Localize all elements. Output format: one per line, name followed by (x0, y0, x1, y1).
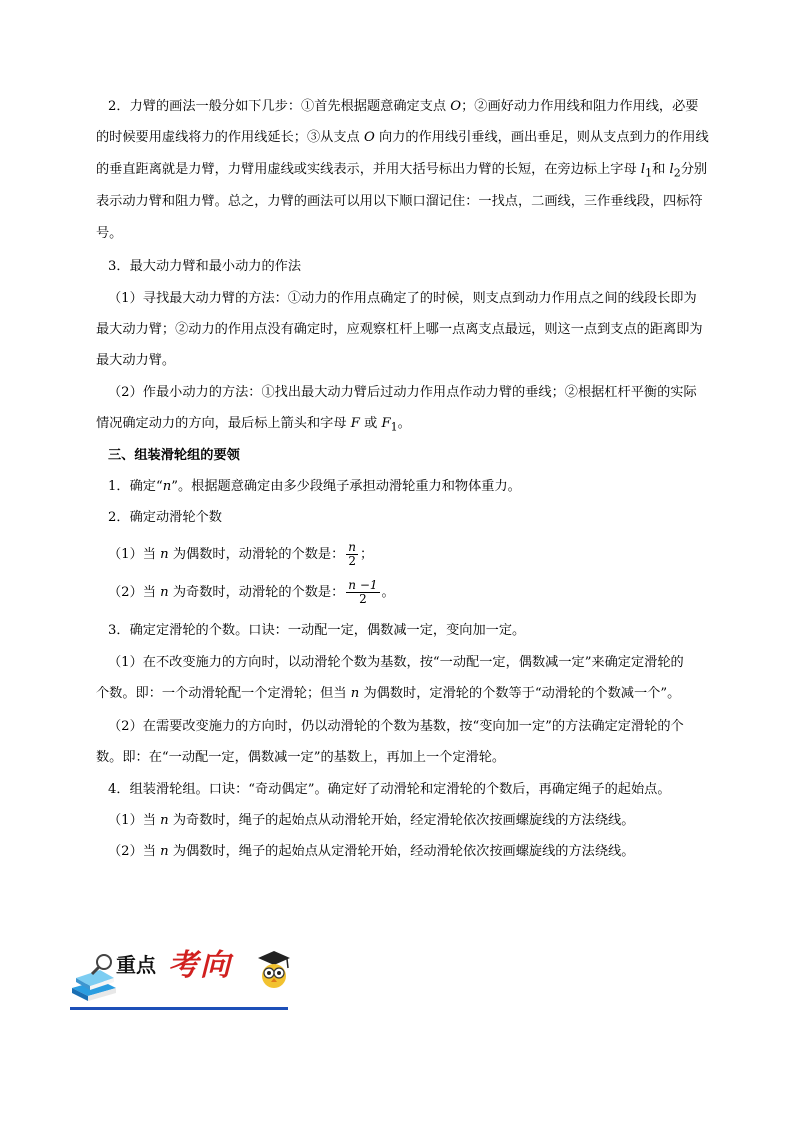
subscript: 2 (673, 166, 681, 180)
para-3-2-line-1: （2）作最小动力的方法：①找出最大动力臂后过动力作用点作动力臂的垂线；②根据杠杆平衡的实际 (108, 385, 697, 400)
text: 为偶数时，定滑轮的个数等于“动滑轮的个数减一个”。 (359, 686, 681, 701)
fraction-n-minus-1-over-2 (346, 579, 379, 606)
var-o: O (450, 99, 462, 114)
para-2-line-2 (96, 123, 711, 153)
text: （2）当 (108, 844, 161, 859)
heading-3: 3．最大动力臂和最小动力的作法 (108, 259, 302, 274)
var-n: n (162, 479, 172, 494)
text: （2）当 (108, 585, 161, 600)
numerator: n (348, 540, 357, 554)
para-pulley-3: 3．确定定滑轮的个数。口诀：一动配一定，偶数减一定，变向加一定。 (108, 623, 526, 638)
var-n: n (160, 547, 169, 562)
para-3-2-line-2 (96, 409, 711, 442)
var-f: F (350, 416, 360, 431)
para-pulley-4: 4．组装滑轮组。口诀：“奇动偶定”。确定好了动滑轮和定滑轮的个数后，再确定绳子的起始点。 (108, 782, 671, 797)
text: ；②画好动力作用线和阻力作用线，必要 (461, 99, 699, 114)
key-topics-banner (70, 934, 292, 1016)
para-pulley-3-2-line-2: 数。即：在“一动配一定，偶数减一定”的基数上，再加上一个定滑轮。 (96, 750, 506, 765)
text: 2．力臂的画法一般分如下几步：①首先根据题意确定支点 (108, 99, 451, 114)
para-3-1-line-2: 最大动力臂；②动力的作用点没有确定时，应观察杠杆上哪一点离支点最远，则这一点到支点的距离即为 (96, 322, 703, 337)
var-n: n (160, 844, 169, 859)
text: 和 (652, 162, 670, 177)
para-pulley-3-2-line-1: （2）在需要改变施力的方向时，仍以动滑轮的个数为基数，按“变向加一定”的方法确定定滑轮的个 (108, 719, 684, 734)
text: 为奇数时，绳子的起始点从动滑轮开始，经定滑轮依次按画螺旋线的方法绕线。 (168, 813, 635, 828)
subscript: 1 (390, 420, 398, 434)
text: 向力的作用线引垂线，画出垂足，则从支点到力的作用线 (374, 130, 709, 145)
para-pulley-4-1 (108, 806, 711, 836)
text: 为奇数时，动滑轮的个数是： (168, 585, 345, 600)
text: （1）当 (108, 547, 161, 562)
para-2-line-5: 号。 (96, 226, 123, 241)
var-n: n (160, 813, 169, 828)
banner-text-direction: 考向 (168, 948, 232, 983)
denominator: 2 (359, 592, 367, 606)
var-l: l (640, 162, 646, 177)
para-pulley-2-1 (108, 537, 711, 573)
text: ”。根据题意确定由多少段绳子承担动滑轮重力和物体重力。 (171, 479, 521, 494)
var-n: n (350, 686, 360, 701)
para-2-line-4: 表示动力臂和阻力臂。总之，力臂的画法可以用以下顺口溜记住：一找点，二画线，三作垂线段，四标符 (96, 194, 703, 209)
text: 为偶数时，动滑轮的个数是： (168, 547, 345, 562)
var-o: O (363, 130, 375, 145)
text: 为偶数时，绳子的起始点从定滑轮开始，经动滑轮依次按画螺旋线的方法绕线。 (168, 844, 635, 859)
para-2-line-3 (96, 155, 711, 188)
books-icon (70, 948, 120, 1008)
var-l: l (669, 162, 674, 177)
graduate-owl-icon (254, 948, 294, 992)
para-pulley-3-1-line-1: （1）在不改变施力的方向时，以动滑轮个数为基数，按“一动配一定，偶数减一定”来确定定滑轮的 (108, 655, 684, 670)
banner-text-key: 重点 (116, 953, 156, 977)
text: 的垂直距离就是力臂，力臂用虚线或实线表示，并用大括号标出力臂的长短，在旁边标上字母 (96, 162, 641, 177)
subscript: 1 (645, 166, 653, 180)
var-n: n (160, 585, 169, 600)
text: 或 (359, 416, 382, 431)
text: ； (360, 547, 374, 562)
text: 的时候要用虚线将力的作用线延长；③从支点 (96, 130, 364, 145)
para-pulley-1 (108, 472, 711, 502)
text: 。 (381, 585, 395, 600)
para-3-1-line-3: 最大动力臂。 (96, 353, 176, 368)
section-heading-pulley: 三、组装滑轮组的要领 (108, 448, 240, 463)
para-pulley-2-2 (108, 575, 711, 611)
fraction-n-over-2 (346, 541, 358, 568)
denominator: 2 (348, 554, 356, 568)
para-pulley-3-1-line-2 (96, 679, 711, 709)
var-f: F (381, 416, 391, 431)
text: 分别 (680, 162, 708, 177)
text: （1）当 (108, 813, 161, 828)
banner-underline (70, 1007, 288, 1010)
numerator: n −1 (348, 578, 378, 592)
text: 情况确定动力的方向，最后标上箭头和字母 (96, 416, 351, 431)
text: 1．确定“ (108, 479, 163, 494)
text: 。 (397, 416, 411, 431)
para-2-line-1 (108, 92, 711, 122)
para-3-1-line-1: （1）寻找最大动力臂的方法：①动力的作用点确定了的时候，则支点到动力作用点之间的线段长即为 (108, 291, 697, 306)
para-pulley-4-2 (108, 837, 711, 867)
para-pulley-2: 2．确定动滑轮个数 (108, 510, 222, 525)
text: 个数。即：一个动滑轮配一个定滑轮；但当 (96, 686, 351, 701)
